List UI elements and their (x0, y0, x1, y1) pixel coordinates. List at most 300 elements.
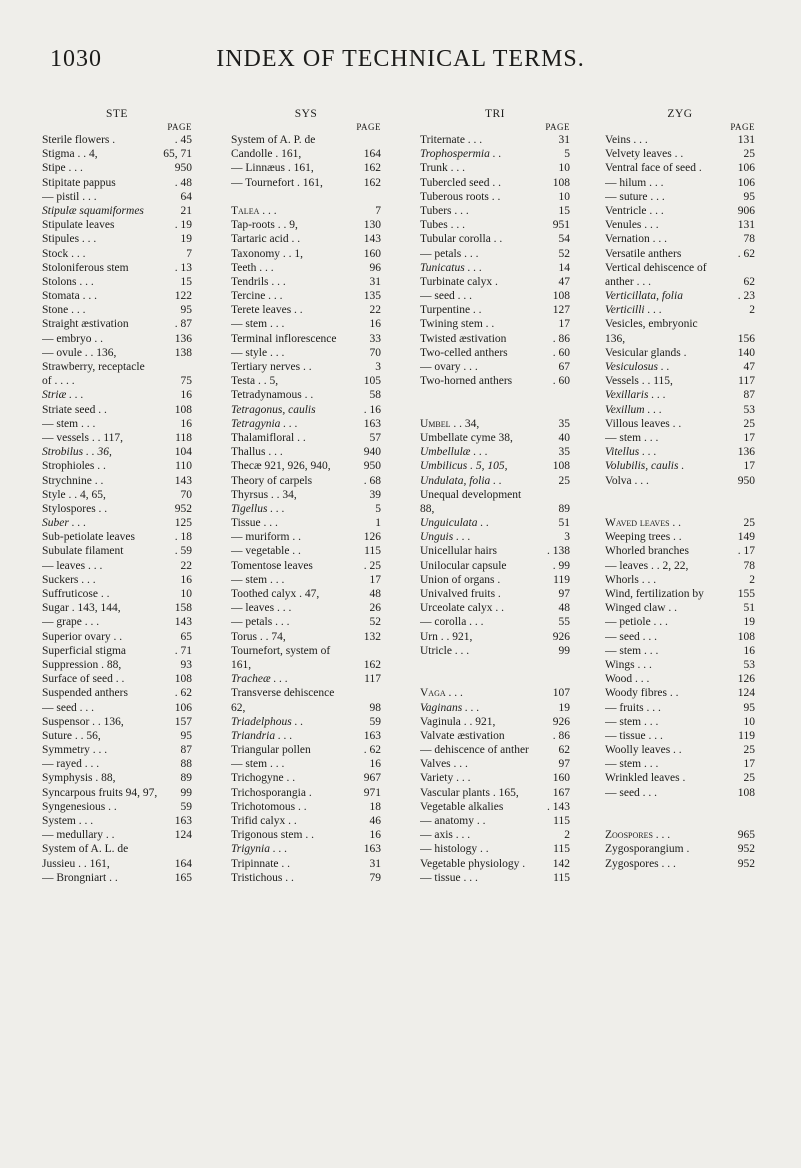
entry-pages: 7 (186, 247, 192, 260)
entry-term: Suffruticose . . (42, 588, 110, 600)
entry-term: Teeth . . . (231, 261, 274, 274)
entry-term: Terminal inflorescence (231, 332, 337, 345)
entry-term: Vesiculosus . . (605, 361, 670, 373)
index-entry (231, 573, 381, 587)
entry-pages: 156 (737, 332, 755, 345)
entry-list (420, 133, 570, 885)
entry-pages: 163 (363, 843, 381, 856)
entry-term: Tertiary nerves . . (231, 361, 312, 373)
index-entry (231, 317, 381, 331)
page-number: 1030 (50, 46, 102, 72)
index-entry (605, 701, 755, 715)
entry-pages: 87 (743, 389, 755, 402)
entry-term: Tetragynia . . . (231, 417, 298, 430)
entry-term: Sub-petiolate leaves (42, 531, 135, 544)
index-entry (42, 530, 192, 544)
index-entry (42, 176, 192, 190)
entry-term: — Linnæus . 161, (231, 162, 314, 175)
entry-pages: 131 (737, 219, 755, 232)
index-entry (605, 516, 755, 530)
index-entry (605, 474, 755, 488)
entry-pages: 125 (174, 517, 192, 530)
entry-term: Trunk . . . (420, 162, 465, 175)
entry-pages: 62 (743, 275, 755, 288)
entry-pages: . 71 (174, 644, 192, 657)
entry-term: Unguiculata . . (420, 517, 489, 530)
index-entry (231, 615, 381, 629)
index-gap (605, 488, 755, 502)
index-entry (420, 644, 570, 658)
entry-term: — stem . . . (42, 417, 96, 430)
index-entry (231, 502, 381, 516)
index-gap (420, 658, 570, 672)
entry-term: Thallus . . . (231, 446, 283, 459)
entry-term: Stolons . . . (42, 275, 94, 288)
entry-pages: 2 (564, 829, 570, 842)
entry-pages: 124 (737, 687, 755, 700)
entry-pages: 39 (369, 488, 381, 501)
index-entry (42, 715, 192, 729)
entry-pages: . 59 (174, 545, 192, 558)
entry-pages: 967 (363, 772, 381, 785)
entry-pages: 5 (375, 502, 381, 515)
entry-pages: 78 (743, 559, 755, 572)
index-entry (420, 374, 570, 388)
entry-term: Velvety leaves . . (605, 148, 684, 161)
entry-pages: 59 (369, 715, 381, 728)
entry-term: Tigellus . . . (231, 502, 285, 515)
index-entry (231, 388, 381, 402)
index-entry (605, 601, 755, 615)
entry-pages: 138 (174, 346, 192, 359)
entry-pages: 22 (180, 559, 192, 572)
index-entry (42, 374, 192, 388)
index-entry (231, 544, 381, 558)
entry-term: Tubes . . . (420, 219, 465, 232)
entry-pages: 124 (174, 829, 192, 842)
entry-pages: 51 (743, 602, 755, 615)
entry-pages: 25 (743, 772, 755, 785)
entry-term: Syngenesious . . (42, 800, 117, 813)
index-entry (42, 701, 192, 715)
index-entry (231, 559, 381, 573)
index-entry (42, 729, 192, 743)
entry-term: Tubers . . . (420, 204, 469, 217)
entry-pages (752, 317, 755, 331)
entry-term: Vexillaris . . . (605, 389, 666, 402)
entry-term: Verticilli . . . (605, 304, 662, 317)
entry-pages (378, 190, 381, 204)
index-entry (605, 743, 755, 757)
entry-pages: 162 (363, 162, 381, 175)
index-entry (605, 431, 755, 445)
entry-pages: 122 (174, 290, 192, 303)
entry-term: Suckers . . . (42, 573, 96, 586)
entry-pages (189, 360, 192, 374)
index-entry (420, 176, 570, 190)
index-entry (42, 502, 192, 516)
index-entry (231, 289, 381, 303)
entry-term: Suppression . 88, (42, 658, 122, 671)
index-entry (420, 204, 570, 218)
index-entry (42, 388, 192, 402)
entry-pages: . 45 (174, 134, 192, 146)
entry-pages: 108 (737, 630, 755, 643)
entry-term: Trigynia . . . (231, 843, 288, 856)
index-entry (420, 346, 570, 360)
entry-term: Vegetable physiology . (420, 857, 526, 870)
entry-pages: . 25 (363, 559, 381, 572)
entry-pages: 164 (174, 857, 192, 870)
entry-term: Unguis . . . (420, 531, 471, 544)
entry-term: Tracheæ . . . (231, 673, 288, 686)
entry-term: Torus . . 74, (231, 630, 286, 643)
entry-term: 62, (231, 701, 246, 714)
entry-term: Umbel . . 34, (420, 417, 480, 430)
entry-pages: 87 (180, 744, 192, 757)
entry-term: — embryo . . (42, 332, 104, 345)
index-entry (42, 403, 192, 417)
index-gap (605, 814, 755, 828)
index-entry (420, 842, 570, 856)
entry-term: Stoloniferous stem (42, 261, 129, 274)
index-entry (231, 332, 381, 346)
index-entry (231, 530, 381, 544)
index-entry (420, 147, 570, 161)
entry-term: Wind, fertilization by (605, 588, 704, 600)
entry-term: Trophospermia . . (420, 148, 502, 161)
entry-term: Transverse dehiscence (231, 687, 335, 700)
entry-pages: 31 (369, 857, 381, 870)
entry-pages: 117 (738, 375, 755, 388)
entry-term: — stem . . . (605, 431, 659, 444)
entry-pages: 10 (180, 588, 192, 600)
index-entry (42, 630, 192, 644)
index-entry (605, 459, 755, 473)
entry-pages: 52 (369, 616, 381, 629)
entry-term: Stipulæ squamiformes (42, 204, 144, 217)
index-entry (42, 800, 192, 814)
index-entry (420, 459, 570, 473)
entry-term: Triternate . . . (420, 134, 483, 146)
entry-term: Twining stem . . (420, 318, 495, 331)
index-entry (605, 289, 755, 303)
index-gap (420, 672, 570, 686)
entry-pages: 115 (553, 815, 570, 827)
entry-term: — histology . . (420, 843, 489, 856)
entry-pages: 10 (743, 715, 755, 728)
entry-term: Villous leaves . . (605, 417, 682, 430)
entry-term: — stem . . . (605, 758, 659, 771)
entry-pages: 1 (375, 517, 381, 530)
index-entry (420, 303, 570, 317)
index-entry (42, 842, 192, 856)
entry-list (231, 133, 381, 885)
entry-pages: 2 (749, 304, 755, 317)
index-entry (420, 530, 570, 544)
entry-term: Vertical dehiscence of (605, 261, 707, 274)
index-entry (605, 275, 755, 289)
entry-pages: 115 (553, 871, 570, 884)
entry-pages: 16 (180, 389, 192, 402)
page-label: PAGE (730, 122, 755, 132)
entry-pages: 98 (369, 701, 381, 714)
entry-term: Valves . . . (420, 758, 468, 771)
entry-pages: 95 (180, 729, 192, 742)
entry-pages: 950 (174, 162, 192, 175)
entry-term: — leaves . . . (231, 602, 292, 615)
entry-term: Vaginans . . . (420, 701, 480, 714)
index-entry (231, 261, 381, 275)
entry-term: Tomentose leaves (231, 559, 313, 572)
entry-pages: 108 (552, 290, 570, 303)
index-entry (605, 842, 755, 856)
entry-term: — petals . . . (420, 247, 479, 260)
index-entry (420, 417, 570, 431)
entry-term: Strychnine . . (42, 474, 104, 487)
entry-pages: 952 (737, 857, 755, 870)
entry-term: Umbellate cyme 38, (420, 431, 513, 444)
entry-term: Turbinate calyx . (420, 275, 498, 288)
index-entry (42, 814, 192, 828)
entry-term: Two-horned anthers (420, 375, 513, 388)
entry-pages: 35 (558, 446, 570, 459)
index-entry (231, 587, 381, 601)
index-column-4 (605, 107, 755, 871)
entry-pages: 64 (180, 190, 192, 203)
entry-term: 136, (605, 332, 626, 345)
entry-term: of . . . . (42, 375, 75, 388)
entry-term: — petiole . . . (605, 616, 668, 629)
entry-pages: 950 (363, 460, 381, 473)
entry-term: Stock . . . (42, 247, 86, 260)
entry-pages: 110 (175, 460, 192, 473)
entry-term: Tunicatus . . . (420, 261, 482, 274)
entry-pages: 88 (180, 758, 192, 771)
entry-term: — leaves . . 2, 22, (605, 559, 689, 572)
entry-pages: 906 (737, 204, 755, 217)
entry-pages: 47 (558, 275, 570, 288)
entry-pages: 157 (174, 715, 192, 728)
entry-pages: 78 (743, 233, 755, 246)
entry-pages: 55 (558, 616, 570, 629)
entry-pages: 31 (558, 134, 570, 146)
index-entry (231, 360, 381, 374)
entry-term: Vexillum . . . (605, 403, 662, 416)
entry-term: — grape . . . (42, 616, 100, 629)
entry-pages: 952 (737, 843, 755, 856)
entry-term: Whorls . . . (605, 573, 657, 586)
entry-term: Tuberous roots . . (420, 190, 501, 203)
index-entry (42, 332, 192, 346)
index-entry (42, 757, 192, 771)
entry-pages: 951 (552, 219, 570, 232)
entry-term: Vegetable alkalies (420, 800, 504, 813)
entry-term: Verticillata, folia (605, 290, 683, 303)
index-entry (231, 757, 381, 771)
entry-pages: 130 (363, 219, 381, 232)
index-column-3 (420, 107, 570, 885)
entry-pages: 149 (737, 531, 755, 544)
entry-term (605, 502, 752, 516)
index-entry (231, 147, 381, 161)
entry-term: Unequal development (420, 488, 522, 501)
entry-term: — tissue . . . (420, 871, 478, 884)
entry-term: Candolle . 161, (231, 148, 302, 161)
index-entry (42, 644, 192, 658)
entry-term: Strobilus . . 36, (42, 446, 112, 459)
entry-term: Surface of seed . . (42, 673, 125, 686)
index-entry (420, 431, 570, 445)
entry-term: — fruits . . . (605, 701, 661, 714)
entry-pages: . 62 (737, 247, 755, 260)
entry-pages: 40 (558, 431, 570, 444)
entry-pages: 31 (369, 275, 381, 288)
index-entry (420, 701, 570, 715)
entry-pages: 135 (363, 290, 381, 303)
entry-term: Triadelphous . . (231, 715, 304, 728)
index-entry (42, 445, 192, 459)
entry-pages (567, 672, 570, 686)
entry-pages: 115 (553, 843, 570, 856)
index-entry (420, 786, 570, 800)
entry-pages: 104 (174, 446, 192, 459)
entry-term: — stem . . . (231, 758, 285, 771)
entry-term: — Brongniart . . (42, 871, 118, 884)
index-entry (420, 871, 570, 885)
entry-term: — seed . . . (42, 701, 95, 714)
entry-term: — leaves . . . (42, 559, 103, 572)
entry-term: Two-celled anthers (420, 346, 508, 359)
index-entry (42, 474, 192, 488)
entry-pages: 14 (558, 261, 570, 274)
index-entry (231, 857, 381, 871)
index-entry (231, 403, 381, 417)
page-label: PAGE (167, 122, 192, 132)
index-entry (231, 275, 381, 289)
entry-pages: 952 (174, 502, 192, 515)
entry-pages: . 62 (363, 744, 381, 757)
entry-pages: 167 (552, 786, 570, 799)
index-entry (231, 715, 381, 729)
entry-term: — muriform . . (231, 531, 301, 544)
entry-term: Strawberry, receptacle (42, 361, 145, 373)
index-entry (42, 303, 192, 317)
entry-term: — corolla . . . (420, 616, 484, 629)
entry-pages: 57 (369, 431, 381, 444)
index-entry (605, 857, 755, 871)
entry-pages: 70 (180, 488, 192, 501)
entry-pages: 54 (558, 233, 570, 246)
entry-pages: 58 (369, 389, 381, 402)
entry-term: Tap-roots . . 9, (231, 219, 298, 232)
index-entry (605, 630, 755, 644)
entry-pages (567, 658, 570, 672)
entry-pages: 93 (180, 658, 192, 671)
entry-term: Stomata . . . (42, 290, 97, 303)
column-head: TRI (484, 108, 506, 120)
index-entry (42, 828, 192, 842)
entry-term: Symphysis . 88, (42, 772, 116, 785)
entry-term: Tristichous . . (231, 871, 294, 884)
entry-term: — stem . . . (231, 318, 285, 331)
entry-term: Triangular pollen (231, 744, 311, 757)
entry-pages: 106 (737, 162, 755, 175)
index-entry (605, 417, 755, 431)
entry-pages: 53 (743, 658, 755, 671)
entry-pages: . 138 (547, 545, 570, 558)
entry-pages: 70 (369, 346, 381, 359)
index-entry (42, 147, 192, 161)
index-entry (420, 360, 570, 374)
index-entry (420, 502, 570, 516)
entry-pages (752, 261, 755, 275)
index-entry (420, 232, 570, 246)
entry-term: — hilum . . . (605, 176, 664, 189)
entry-pages (378, 686, 381, 700)
entry-term: Sterile flowers . (42, 134, 116, 146)
index-entry (420, 587, 570, 601)
entry-pages: 126 (737, 673, 755, 686)
entry-term: — medullary . . (42, 829, 115, 842)
entry-pages: 25 (743, 148, 755, 161)
entry-term: Strophioles . . (42, 460, 106, 473)
index-entry (420, 247, 570, 261)
entry-pages: 62 (558, 744, 570, 757)
entry-pages: . 60 (552, 375, 570, 388)
entry-term: Straight æstivation (42, 318, 129, 331)
entry-pages: 46 (369, 815, 381, 827)
index-entry (605, 317, 755, 331)
entry-term: Tubular corolla . . (420, 233, 503, 246)
entry-pages (567, 403, 570, 417)
entry-term: Stipitate pappus (42, 176, 116, 189)
entry-pages: 926 (552, 715, 570, 728)
entry-pages: . 143 (547, 800, 570, 813)
entry-pages (567, 488, 570, 502)
entry-term: Zygosporangium . (605, 843, 690, 856)
entry-pages: 21 (180, 204, 192, 217)
index-entry (42, 615, 192, 629)
entry-pages: 115 (364, 545, 381, 558)
index-gap (420, 388, 570, 402)
entry-pages: 136 (174, 332, 192, 345)
entry-pages: 143 (174, 616, 192, 629)
entry-term: — stem . . . (605, 715, 659, 728)
entry-term: Suture . . 56, (42, 729, 101, 742)
index-entry (42, 771, 192, 785)
index-entry (231, 133, 381, 147)
index-entry (605, 587, 755, 601)
index-entry (605, 445, 755, 459)
index-entry (231, 374, 381, 388)
entry-term: System . . . (42, 815, 94, 827)
entry-pages: 164 (363, 148, 381, 161)
entry-term: Wood . . . (605, 673, 650, 686)
entry-pages: 108 (174, 673, 192, 686)
index-entry (605, 388, 755, 402)
entry-pages: 15 (180, 275, 192, 288)
entry-term: Stigma . . 4, (42, 148, 98, 161)
entry-term: Suber . . . (42, 517, 87, 530)
entry-pages: 126 (363, 531, 381, 544)
entry-pages: 16 (180, 417, 192, 430)
index-entry (605, 374, 755, 388)
entry-pages: 79 (369, 871, 381, 884)
entry-pages: 140 (737, 346, 755, 359)
entry-term: Unilocular capsule (420, 559, 507, 572)
entry-term: Striæ . . . (42, 389, 84, 402)
